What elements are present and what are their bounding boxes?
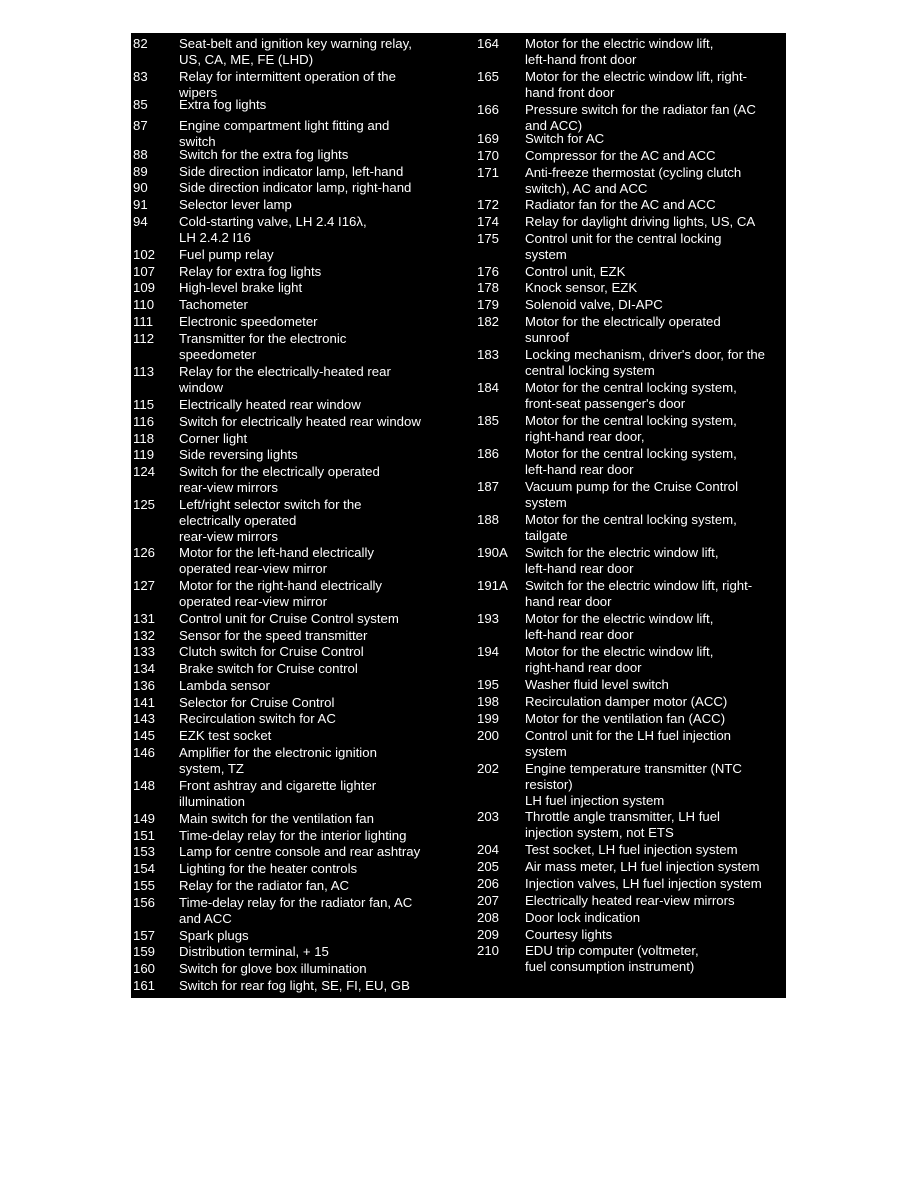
component-description <box>525 927 612 943</box>
description-line: Control unit for the central locking <box>525 231 722 246</box>
component-description <box>525 893 735 909</box>
description-line: Electronic speedometer <box>179 314 318 329</box>
component-number: 85 <box>133 97 148 112</box>
component-number: 143 <box>133 711 156 726</box>
description-line: speedometer <box>179 347 256 363</box>
component-number: 165 <box>477 69 500 84</box>
component-number: 116 <box>133 414 155 429</box>
description-line: Recirculation switch for AC <box>179 711 336 726</box>
description-line: Test socket, LH fuel injection system <box>525 842 738 857</box>
description-line: front-seat passenger's door <box>525 396 686 412</box>
description-line: Spark plugs <box>179 928 249 943</box>
component-number: 185 <box>477 413 500 428</box>
component-number: 110 <box>133 297 155 312</box>
component-number: 207 <box>477 893 500 908</box>
component-description <box>525 214 755 230</box>
description-line: left-hand rear door <box>525 561 634 577</box>
description-line: Control unit for Cruise Control system <box>179 611 399 626</box>
component-number: 125 <box>133 497 156 512</box>
description-line: Switch for the electrically operated <box>179 464 380 479</box>
description-line: injection system, not ETS <box>525 825 674 841</box>
component-description <box>525 694 727 710</box>
description-line: Vacuum pump for the Cruise Control <box>525 479 739 494</box>
description-line: Switch for rear fog light, SE, FI, EU, GB <box>179 978 410 993</box>
component-description <box>525 943 699 975</box>
description-line: Engine compartment light fitting and <box>179 118 390 133</box>
component-description <box>525 413 737 445</box>
description-line: right-hand rear door, <box>525 429 645 445</box>
component-description <box>525 910 640 926</box>
description-line: Selector for Cruise Control <box>179 695 335 710</box>
description-line: US, CA, ME, FE (LHD) <box>179 52 314 68</box>
description-line: Lamp for centre console and rear ashtray <box>179 844 421 859</box>
component-number: 145 <box>133 728 156 743</box>
component-description <box>179 280 302 296</box>
component-number: 112 <box>133 331 155 346</box>
component-number: 115 <box>133 397 155 412</box>
component-description <box>525 761 742 810</box>
description-line: tailgate <box>525 528 568 544</box>
component-number: 209 <box>477 927 500 942</box>
description-line: Courtesy lights <box>525 927 613 942</box>
description-line: wipers <box>179 85 218 101</box>
component-number: 210 <box>477 943 500 958</box>
component-number: 154 <box>133 861 156 876</box>
description-line: operated rear-view mirror <box>179 561 328 577</box>
component-number: 94 <box>133 214 148 229</box>
description-line: Motor for the electric window lift, <box>525 611 714 626</box>
component-number: 166 <box>477 102 500 117</box>
component-description <box>179 644 364 660</box>
description-line: Relay for the radiator fan, AC <box>179 878 350 893</box>
component-number: 199 <box>477 711 500 726</box>
description-line: Left/right selector switch for the <box>179 497 362 512</box>
description-line: Relay for the electrically-heated rear <box>179 364 391 379</box>
description-line: Motor for the electric window lift, <box>525 644 714 659</box>
component-number: 134 <box>133 661 156 676</box>
component-number: 202 <box>477 761 500 776</box>
component-description <box>179 147 348 163</box>
component-number: 159 <box>133 944 156 959</box>
component-description <box>525 578 752 610</box>
description-line: system <box>525 495 567 511</box>
component-description <box>525 380 737 412</box>
description-line: LH 2.4.2 I16 <box>179 230 251 246</box>
component-number: 141 <box>133 695 156 710</box>
description-line: EZK test socket <box>179 728 272 743</box>
component-number: 187 <box>477 479 500 494</box>
description-line: Switch for electrically heated rear window <box>179 414 421 429</box>
component-description <box>179 464 380 496</box>
description-line: Brake switch for Cruise control <box>179 661 358 676</box>
component-number: 149 <box>133 811 156 826</box>
description-line: Fuel pump relay <box>179 247 274 262</box>
description-line: illumination <box>179 794 245 810</box>
description-line: Electrically heated rear-view mirrors <box>525 893 735 908</box>
component-description <box>525 677 669 693</box>
component-number: 155 <box>133 878 156 893</box>
description-line: operated rear-view mirror <box>179 594 328 610</box>
description-line: Switch for the extra fog lights <box>179 147 349 162</box>
description-line: Switch for the electric window lift, <box>525 545 719 560</box>
component-description <box>179 711 336 727</box>
description-line: Motor for the electrically operated <box>525 314 721 329</box>
description-line: and ACC) <box>525 118 583 134</box>
description-line: Throttle angle transmitter, LH fuel <box>525 809 720 824</box>
component-number: 178 <box>477 280 500 295</box>
component-description <box>179 578 382 610</box>
component-description <box>179 861 357 877</box>
component-number: 203 <box>477 809 500 824</box>
component-number: 87 <box>133 118 148 133</box>
description-line: left-hand rear door <box>525 462 634 478</box>
component-number: 82 <box>133 36 148 51</box>
component-number: 169 <box>477 131 500 146</box>
component-number: 206 <box>477 876 500 891</box>
description-line: resistor) <box>525 777 573 793</box>
description-line: Switch for the electric window lift, right- <box>525 578 753 593</box>
description-line: EDU trip computer (voltmeter, <box>525 943 699 958</box>
component-number: 191A <box>477 578 508 593</box>
component-description <box>179 331 346 363</box>
component-number: 186 <box>477 446 500 461</box>
component-description <box>525 446 737 478</box>
component-description <box>525 809 720 841</box>
component-number: 188 <box>477 512 500 527</box>
description-line: Pressure switch for the radiator fan (AC <box>525 102 756 117</box>
description-line: hand front door <box>525 85 615 101</box>
component-number: 179 <box>477 297 500 312</box>
component-number: 148 <box>133 778 156 793</box>
description-line: Locking mechanism, driver's door, for the <box>525 347 766 362</box>
component-description <box>179 247 274 263</box>
component-number: 89 <box>133 164 148 179</box>
component-number: 119 <box>133 447 155 462</box>
description-line: Compressor for the AC and ACC <box>525 148 716 163</box>
component-description <box>179 36 412 68</box>
component-description <box>179 214 367 246</box>
description-line: Washer fluid level switch <box>525 677 669 692</box>
component-number: 184 <box>477 380 500 395</box>
description-line: window <box>179 380 223 396</box>
description-line: Recirculation damper motor (ACC) <box>525 694 728 709</box>
component-description <box>525 197 716 213</box>
component-description <box>179 695 334 711</box>
component-description <box>179 364 391 396</box>
component-number: 136 <box>133 678 156 693</box>
component-description <box>179 844 420 860</box>
description-line: Transmitter for the electronic <box>179 331 347 346</box>
description-line: Side direction indicator lamp, right-hand <box>179 180 412 195</box>
description-line: Door lock indication <box>525 910 641 925</box>
component-description <box>179 414 421 430</box>
component-description <box>525 711 725 727</box>
component-description <box>525 644 713 676</box>
component-number: 118 <box>133 431 155 446</box>
component-number: 102 <box>133 247 156 262</box>
description-line: Motor for the central locking system, <box>525 380 737 395</box>
component-description <box>525 347 765 379</box>
component-number: 153 <box>133 844 156 859</box>
component-number: 174 <box>477 214 500 229</box>
description-line: Sensor for the speed transmitter <box>179 628 368 643</box>
component-description <box>179 628 367 644</box>
component-description <box>179 611 399 627</box>
component-number: 157 <box>133 928 156 943</box>
component-number: 182 <box>477 314 500 329</box>
description-line: Electrically heated rear window <box>179 397 361 412</box>
component-description <box>525 36 713 68</box>
description-line: Control unit for the LH fuel injection <box>525 728 731 743</box>
description-line: Main switch for the ventilation fan <box>179 811 374 826</box>
component-description <box>525 314 721 346</box>
description-line: Injection valves, LH fuel injection system <box>525 876 762 891</box>
component-description <box>525 876 762 892</box>
component-number: 132 <box>133 628 156 643</box>
description-line: electrically operated <box>179 513 297 529</box>
description-line: right-hand rear door <box>525 660 642 676</box>
component-description <box>525 280 637 296</box>
component-description <box>179 164 403 180</box>
description-line: Control unit, EZK <box>525 264 626 279</box>
component-number: 205 <box>477 859 500 874</box>
component-description <box>525 479 738 511</box>
component-description <box>179 928 249 944</box>
component-number: 176 <box>477 264 500 279</box>
component-description <box>525 859 760 875</box>
description-line: Extra fog lights <box>179 97 267 112</box>
component-legend-panel <box>131 33 786 998</box>
component-number: 151 <box>133 828 156 843</box>
description-line: Motor for the central locking system, <box>525 413 737 428</box>
component-description <box>179 197 292 213</box>
component-number: 107 <box>133 264 156 279</box>
description-line: rear-view mirrors <box>179 480 278 496</box>
description-line: Lighting for the heater controls <box>179 861 358 876</box>
component-number: 200 <box>477 728 500 743</box>
component-description <box>525 264 625 280</box>
component-description <box>179 728 271 744</box>
component-description <box>525 69 747 101</box>
component-description <box>179 314 318 330</box>
component-description <box>525 165 741 197</box>
component-description <box>525 102 756 134</box>
description-line: Relay for intermittent operation of the <box>179 69 396 84</box>
component-number: 133 <box>133 644 156 659</box>
description-line: Knock sensor, EZK <box>525 280 638 295</box>
description-line: Clutch switch for Cruise Control <box>179 644 364 659</box>
component-number: 91 <box>133 197 148 212</box>
description-line: system <box>525 744 567 760</box>
description-line: left-hand rear door <box>525 627 634 643</box>
description-line: Radiator fan for the AC and ACC <box>525 197 716 212</box>
component-number: 170 <box>477 148 500 163</box>
description-line: Side reversing lights <box>179 447 298 462</box>
component-description <box>179 180 411 196</box>
component-number: 88 <box>133 147 148 162</box>
component-number: 109 <box>133 280 156 295</box>
component-description <box>179 811 374 827</box>
component-description <box>179 961 367 977</box>
description-line: Amplifier for the electronic ignition <box>179 745 377 760</box>
component-description <box>179 944 329 960</box>
description-line: High-level brake light <box>179 280 303 295</box>
component-description <box>525 545 719 577</box>
description-line: LH fuel injection system <box>525 793 665 809</box>
description-line: Time-delay relay for the radiator fan, AC <box>179 895 413 910</box>
component-description <box>525 512 737 544</box>
component-number: 195 <box>477 677 500 692</box>
description-line: left-hand front door <box>525 52 637 68</box>
description-line: switch <box>179 134 216 150</box>
description-line: Time-delay relay for the interior lighting <box>179 828 407 843</box>
component-number: 127 <box>133 578 156 593</box>
description-line: Air mass meter, LH fuel injection system <box>525 859 760 874</box>
description-line: Seat-belt and ignition key warning relay, <box>179 36 412 51</box>
component-number: 161 <box>133 978 156 993</box>
description-line: rear-view mirrors <box>179 529 278 545</box>
description-line: Side direction indicator lamp, left-hand <box>179 164 404 179</box>
component-number: 175 <box>477 231 500 246</box>
description-line: Motor for the ventilation fan (ACC) <box>525 711 726 726</box>
component-number: 198 <box>477 694 500 709</box>
description-line: Motor for the electric window lift, <box>525 36 714 51</box>
description-line: Anti-freeze thermostat (cycling clutch <box>525 165 742 180</box>
component-number: 131 <box>133 611 156 626</box>
component-number: 124 <box>133 464 156 479</box>
component-description <box>179 297 248 313</box>
component-description <box>179 678 270 694</box>
component-number: 83 <box>133 69 148 84</box>
component-description <box>179 397 361 413</box>
component-description <box>525 231 721 263</box>
component-number: 171 <box>477 165 500 180</box>
component-number: 164 <box>477 36 500 51</box>
description-line: hand rear door <box>525 594 612 610</box>
component-description <box>179 118 389 150</box>
description-line: Relay for daylight driving lights, US, CA <box>525 214 756 229</box>
component-description <box>179 978 410 994</box>
component-description <box>179 447 298 463</box>
component-number: 156 <box>133 895 156 910</box>
description-line: sunroof <box>525 330 569 346</box>
description-line: Switch for glove box illumination <box>179 961 367 976</box>
component-number: 204 <box>477 842 500 857</box>
description-line: fuel consumption instrument) <box>525 959 695 975</box>
component-description <box>525 131 604 147</box>
component-description <box>179 264 321 280</box>
component-description <box>179 745 377 777</box>
component-description <box>179 545 374 577</box>
component-number: 208 <box>477 910 500 925</box>
component-number: 172 <box>477 197 500 212</box>
component-description <box>525 842 738 858</box>
description-line: system <box>525 247 567 263</box>
component-number: 146 <box>133 745 156 760</box>
description-line: switch), AC and ACC <box>525 181 648 197</box>
description-line: Motor for the central locking system, <box>525 446 737 461</box>
description-line: Switch for AC <box>525 131 605 146</box>
description-line: Lambda sensor <box>179 678 270 693</box>
description-line: Tachometer <box>179 297 248 312</box>
description-line: Selector lever lamp <box>179 197 292 212</box>
component-number: 160 <box>133 961 156 976</box>
description-line: central locking system <box>525 363 655 379</box>
description-line: Engine temperature transmitter (NTC <box>525 761 742 776</box>
component-description <box>179 661 358 677</box>
component-description <box>179 497 362 546</box>
description-line: system, TZ <box>179 761 244 777</box>
component-number: 113 <box>133 364 155 379</box>
description-line: Corner light <box>179 431 248 446</box>
component-number: 111 <box>133 314 154 329</box>
description-line: Front ashtray and cigarette lighter <box>179 778 377 793</box>
component-description <box>179 878 349 894</box>
component-description <box>525 728 731 760</box>
component-description <box>179 895 412 927</box>
description-line: Distribution terminal, + 15 <box>179 944 329 959</box>
description-line: Motor for the right-hand electrically <box>179 578 383 593</box>
component-description <box>525 611 713 643</box>
description-line: Motor for the left-hand electrically <box>179 545 374 560</box>
description-line: Cold-starting valve, LH 2.4 I16λ, <box>179 214 367 229</box>
component-number: 194 <box>477 644 500 659</box>
component-description <box>179 828 406 844</box>
description-line: Solenoid valve, DI-APC <box>525 297 663 312</box>
component-description <box>179 778 376 810</box>
component-number: 190A <box>477 545 508 560</box>
description-line: Motor for the central locking system, <box>525 512 737 527</box>
component-number: 193 <box>477 611 500 626</box>
description-line: Motor for the electric window lift, right- <box>525 69 748 84</box>
component-number: 90 <box>133 180 148 195</box>
component-description <box>179 97 266 113</box>
description-line: and ACC <box>179 911 232 927</box>
component-description <box>525 148 716 164</box>
component-number: 183 <box>477 347 500 362</box>
description-line: Relay for extra fog lights <box>179 264 322 279</box>
component-description <box>525 297 663 313</box>
component-description <box>179 431 247 447</box>
component-number: 126 <box>133 545 156 560</box>
